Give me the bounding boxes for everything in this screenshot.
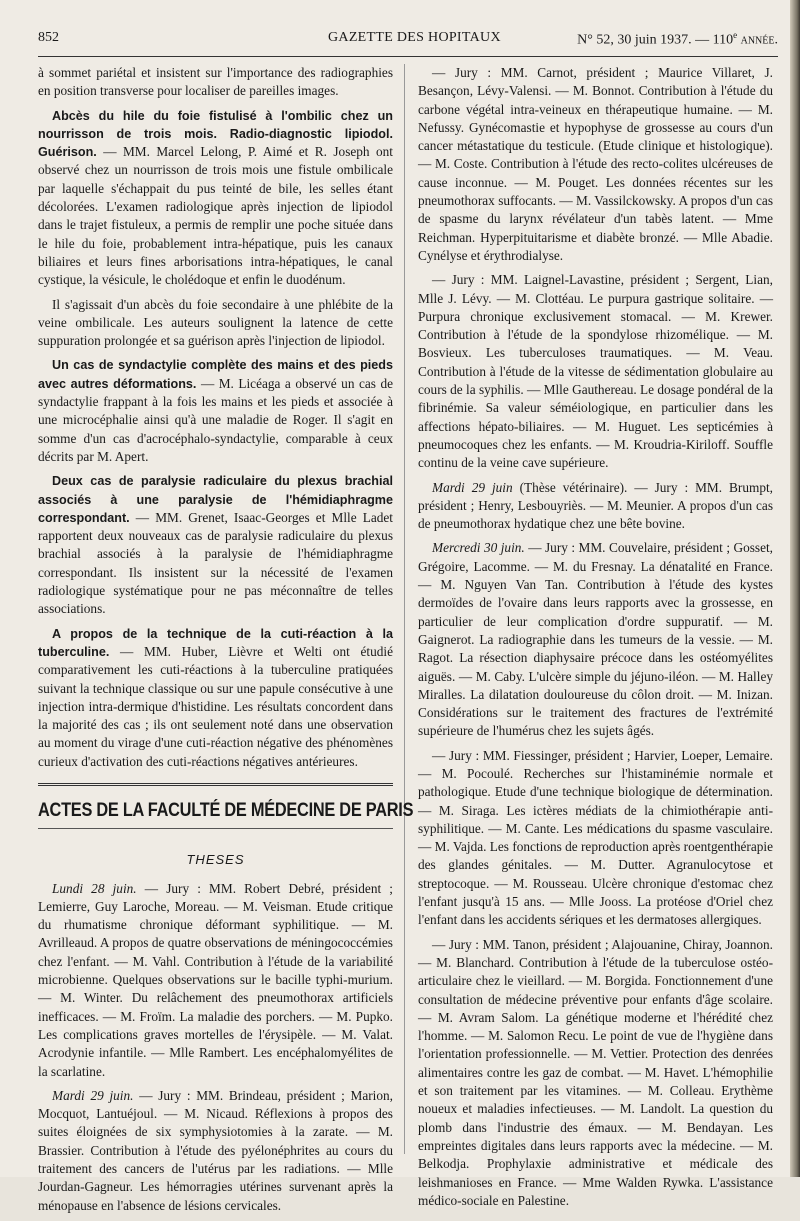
entry-date: Lundi 28 juin. <box>52 880 137 896</box>
entry-date: Mercredi 30 juin. <box>432 540 525 556</box>
article-title: Deux cas de paralysie radiculaire du plexus brachial associés à une paralysie de l'hémidiaphragme correspondant. <box>38 474 393 525</box>
entry-body: (Thèse vétérinaire). — Jury : MM. Brumpt, président ; Henry, Lesbouyriès. — M. Meunier. A propos d'un cas de pneumothorax hydatique chez une bête bovine. <box>418 479 773 532</box>
thesis-entry: — Jury : MM. Carnot, président ; Maurice Villaret, J. Besançon, Lévy-Valensi. — M. Bonnot. Contribution à l'étude du carbone végétal intra-veineux en thérapeutique humaine. — M. Nefussy. Gynécomastie et hypophyse de grossesse au cours d'un cancer métastatique du testicule. (Etude clinique et histologique). — M. Coste. Contribution à l'étude des recto-colites ulcéreuses de cause inconnue. — M. Pouget. Les données récentes sur les pneumothorax suffocants. — M. Vassilckowsky. A propos d'un cas de spasme du larynx révélateur d'un tabès latent. — Mme Reichman. Hyperpituitarisme et diabète bronzé. — Mlle Abadie. Cynélyse et érythrodialyse. <box>418 65 773 263</box>
page-edge <box>790 0 800 1177</box>
journal-title: GAZETTE DES HOPITAUX <box>328 30 501 45</box>
article-syndactylie <box>38 356 393 466</box>
entry-body: — Jury : MM. Couvelaire, président ; Gosset, Grégoire, Lacomme. — M. du Fresnay. La dénatalité en France. — M. Nguyen Van Tan. Contribution à l'étude des kystes dermoïdes de l'ovaire dans leurs rapports avec la grossesse, en particulier de leur complication d'ordre suppuratif. — M. Gaignerot. La radiographie dans les tumeurs de la vessie. — M. Ragot. La résection diaphysaire précoce dans les ostéomyélites aiguës. — M. Caby. L'ulcère simple du jéjuno-iléon. — M. Halley Miralles. La dilatation douloureuse du côlon droit. — M. Inizan. Considérations sur le traitement des fractures de l'extrémité supérieure de l'humérus chez les sujets âgés. <box>418 540 774 739</box>
entry-date: Mardi 29 juin <box>432 479 513 495</box>
left-column <box>38 64 414 1221</box>
article-title: A propos de la technique de la cuti-réaction à la tuberculine. <box>38 626 393 659</box>
article-title: Abcès du hile du foie fistulisé à l'ombilic chez un nourrisson de trois mois. Radio-diagnostic lipiodol. Guérison. <box>38 108 393 160</box>
thesis-entry <box>38 1087 393 1215</box>
annee-label: année. <box>740 32 778 48</box>
year-suffix: e <box>733 30 738 40</box>
article-body: — M. Licéaga a observé un cas de syndactylie frappant à la fois les mains et les pieds et associée à une microcéphalie ainsi qu'à une maladie de Roger. Il s'agit en somme d'un cas d'acrocéphalo-syndactylie, comparable à ceux décrits par M. Apert. <box>38 375 393 464</box>
section-rule <box>38 783 393 788</box>
right-column <box>418 64 773 1216</box>
article-body: — MM. Grenet, Isaac-Georges et Mlle Ladet rapportent deux nouveaux cas de paralysie radiculaire du plexus brachial associés à la paralysie de l'hémidiaphragme correspondant. Ils insistent sur la nécessité de l'examen radiologique systématique pour ne pas méconnaître de telles associations. <box>38 509 394 617</box>
article-body: — MM. Marcel Lelong, P. Aimé et R. Joseph ont observé chez un nourrisson de trois mois une fistule ombilicale par laquelle s'échappait du pus teinté de bile, les selles étant décolorées. L'examen radiologique après injection de lipiodol dans le trajet fistuleux, a permis de remplir une poche située dans le hile du foie, probablement intra-hépatique, puis les canaux biliaires et leurs fines arborisations intra-hépatiques, le canal cystique, la vésicule, le cholédoque et enfin le duodénum. <box>38 144 394 288</box>
thesis-entry: — Jury : MM. Tanon, président ; Alajouanine, Chiray, Joannon. — M. Blanchard. Contribution à l'étude de la tuberculose ostéo-articulaire chez le vieillard. — M. Borgida. Fonctionnement d'une consultation de médecine préventive pour enfants d'âge scolaire. — M. Avram Salom. La génétique moderne et l'hérédité chez l'homme. — M. Salomon Recu. Le point de vue de l'hygiène dans l'orientation professionnelle. — M. Vettier. Protection des denrées alimentaires contre les gaz de combat. — M. Havet. L'hémophilie et son traitement par les vitamines. — M. Colleau. Erythème noueux et maladies infectieuses. — M. Landolt. La question du plomb dans l'industrie des émaux. — M. Bendayan. Les empreintes digitales dans leurs rapports avec la médecine. — M. Belkodja. Prophylaxie administrative et médicale des leishmanioses en France. — Mme Walden Rywka. L'assistance médico-sociale en Palestine. <box>418 936 773 1208</box>
issue-date <box>577 30 778 49</box>
column-divider <box>404 64 405 1154</box>
article-body: — MM. Huber, Lièvre et Welti ont étudié comparativement les cuti-réactions à la tuberculine pratiquées suivant la technique classique ou sur une papule consécutive à une injection intra-dermique d'histidine. Les résultats concordent dans la majorité des cas ; ils ont seulement noté dans une observation au moment du virage d'une cuti-réaction négative des phénomènes curieux d'activation des cuti-réactions négatives antérieures. <box>38 643 393 769</box>
running-header <box>38 30 778 52</box>
header-rule <box>38 56 778 57</box>
page-number: 852 <box>38 30 59 45</box>
section-underline <box>38 828 393 829</box>
thesis-entry: — Jury : MM. Laignel-Lavastine, président ; Sergent, Lian, Mlle J. Lévy. — M. Clottéau. Le purpura gastrique solitaire. — Purpura chronique exclusivement stomacal. — M. Krewer. Contribution à l'étude de la spondylose rhizomélique. — M. Bosvieux. Les tuberculoses traumatiques. — M. Veau. Contribution à l'étude de la vitesse de sédimentation globulaire au cours de la syphilis. — Mlle Gauthereau. Le dosage pondéral de la fibrinémie. Sa valeur séméiologique, en particulier dans les affections hépato-biliaires. — M. Huguet. Les septicémies à pneumocoques chez les enfants. — M. Kroudria-Kiriloff. Souffle continu de la veine cave supérieure. <box>418 272 773 471</box>
issue-text: N° 52, 30 juin 1937. — 110 <box>577 32 734 48</box>
entry-date: Mardi 29 juin. <box>52 1087 134 1103</box>
paragraph: Il s'agissait d'un abcès du foie secondaire à une phlébite de la veine ombilicale. Les auteurs soulignent la latence de cette suppuration prolongée et sa guérison après l'injection de lipiodol. <box>38 296 393 349</box>
thesis-entry: — Jury : MM. Fiessinger, président ; Harvier, Loeper, Lemaire. — M. Pocoulé. Recherches sur l'histaminémie normale et pathologique. Etude d'une technique biologique de détermination. — M. Siraga. Les ictères médiats de la chimiothérapie anti-syphilitique. — M. Cante. Les médications du spasme vasculaire. — M. Vajda. Les fonctions de reproduction après roentgenthérapie des glandes génitales. — M. Dutter. Agranulocytose et streptocoque. — M. Rousseau. Ulcère chronique d'estomac chez l'enfant jusqu'à 15 ans. — Mlle Jooss. La protéose d'Oriel chez l'enfant dans les accidents sériques et les dermatoses allergiques. <box>418 747 773 928</box>
article-paralysie <box>38 472 393 618</box>
paragraph: à sommet pariétal et insistent sur l'importance des radiographies en position transverse pour localiser de pareilles images. <box>38 65 393 99</box>
entry-body: — Jury : MM. Robert Debré, président ; Lemierre, Guy Laroche, Moreau. — M. Veisman. Etude critique du rhumatisme chronique déformant syphilitique. — M. Avrilleaud. A propos de quatre observations de méningococcémies chez l'enfant. — M. Vahl. Contribution à l'étude de la variabilité microbienne. Quelques observations sur le bacille typhi-murium. — M. Winter. Du relâchement des pneumothorax artificiels inefficaces. — M. Froïm. La maladie des porchers. — M. Pupko. Les complications graves mortelles de l'érysipèle. — M. Valat. Acrodynie infantile. — Mlle Rambert. Les encéphalomyélites de la scarlatine. <box>38 880 394 1079</box>
article-title: Un cas de syndactylie complète des mains et des pieds avec autres déformations. <box>38 358 393 391</box>
thesis-entry <box>418 479 773 534</box>
article-cuti-reaction <box>38 625 393 771</box>
thesis-entry <box>418 539 773 740</box>
entry-body: — Jury : MM. Brindeau, président ; Marion, Mocquot, Lantuéjoul. — M. Nicaud. Réflexions à propos des suites éloignées de six symphysiotomies à la zarate. — M. Brassier. Contribution à l'étude des pyélonéphrites au cours du traitement des cancers de l'utérus par les radiations. — Mlle Jourdan-Gagneur. Les hémorragies utérines survenant après la ménopause en l'absence de lésions cervicales. <box>38 1087 393 1213</box>
article-abces <box>38 107 393 290</box>
thesis-entry <box>38 880 393 1081</box>
section-title: ACTES DE LA FACULTÉ DE MÉDECINE DE PARIS <box>38 799 414 821</box>
subsection-title: THESES <box>186 852 245 868</box>
